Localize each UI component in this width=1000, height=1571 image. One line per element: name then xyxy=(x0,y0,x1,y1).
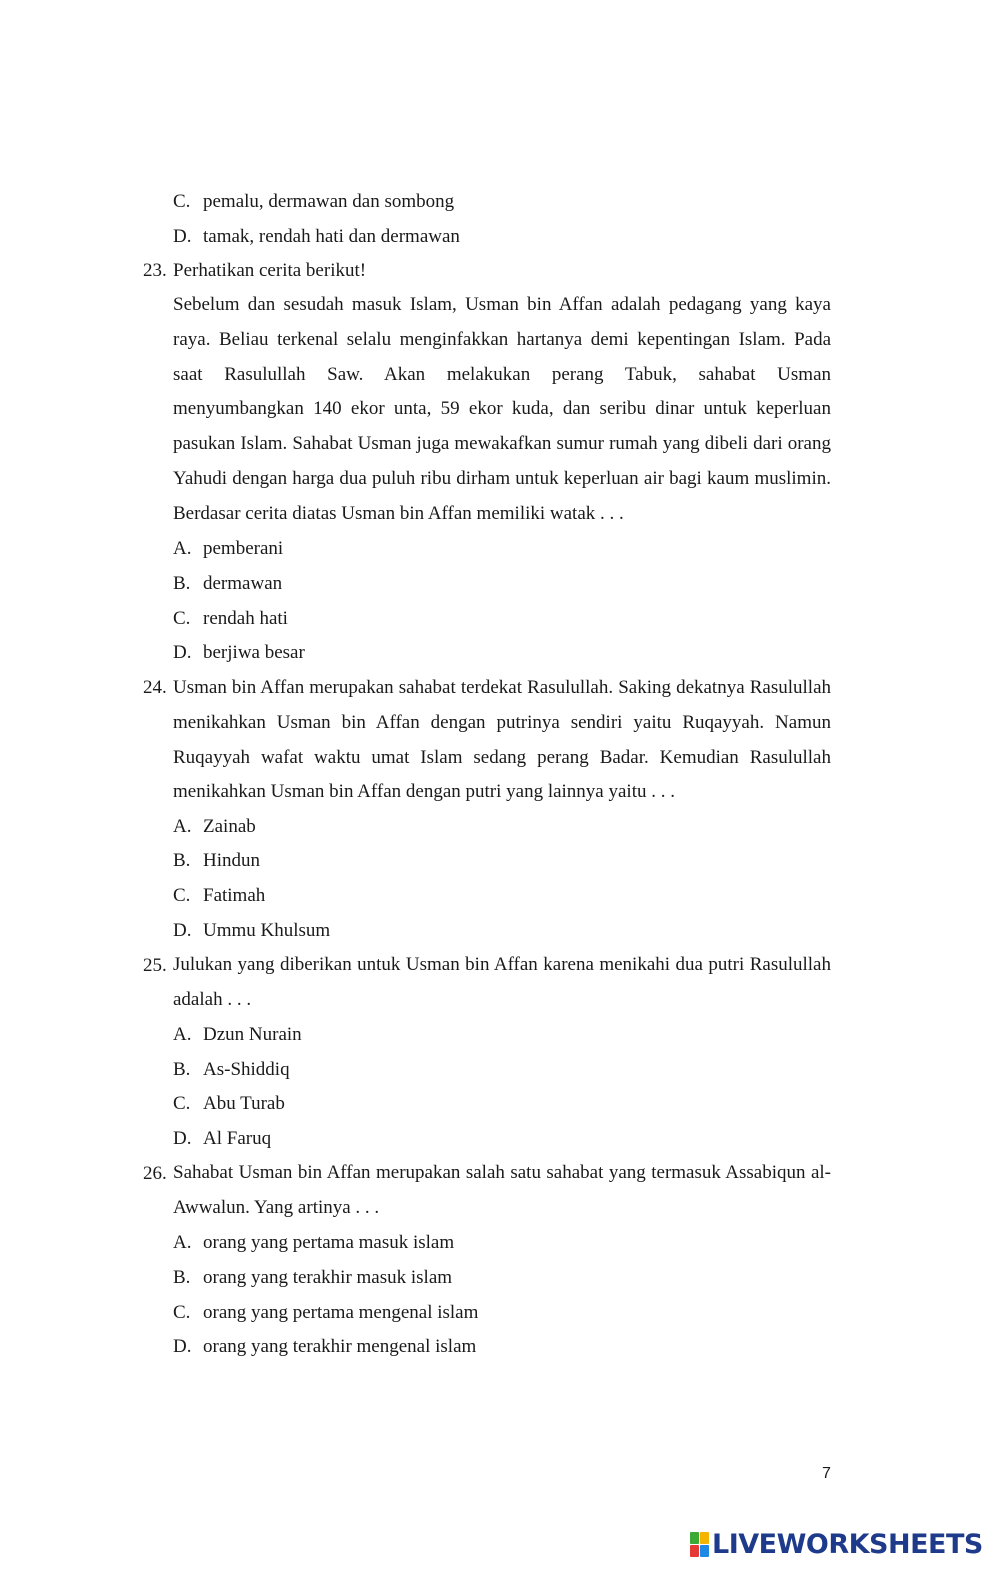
q25-option-a[interactable]: A. Dzun Nurain xyxy=(173,1024,302,1045)
liveworksheets-logo[interactable] xyxy=(690,1528,983,1560)
logo-text: LIVEWORKSHEETS xyxy=(712,1528,983,1560)
q24-option-c[interactable]: C. Fatimah xyxy=(173,885,266,906)
q23-text: Sebelum dan sesudah masuk Islam, Usman bin Affan adalah pedagang yang kaya raya. Beliau terkenal selalu menginfakkan hartanya demi kepentingan Islam. Pada saat Rasulullah Saw. Akan melakukan perang Tabuk, sahabat Usman menyumbangkan 140 ekor unta, 59 ekor kuda, dan seribu dinar untuk keperluan pasukan Islam. Sahabat Usman juga mewakafkan sumur rumah yang dibeli dari orang Yahudi dengan harga dua puluh ribu dirham untuk keperluan air bagi kaum muslimin. Berdasar cerita diatas Usman bin Affan memiliki watak . . . xyxy=(173,294,831,524)
q26-option-a[interactable]: A. orang yang pertama masuk islam xyxy=(173,1232,455,1253)
q25-option-d[interactable]: D. Al Faruq xyxy=(173,1128,272,1149)
q24-option-b[interactable]: B. Hindun xyxy=(173,850,260,871)
liveworksheets-logo-icon xyxy=(690,1532,709,1557)
logo-square-3 xyxy=(690,1545,699,1557)
q24-option-d[interactable]: D. Ummu Khulsum xyxy=(173,920,331,941)
q26-text: Sahabat Usman bin Affan merupakan salah satu sahabat yang termasuk Assabiqun al-Awwalun. Yang artinya . . . xyxy=(173,1162,831,1218)
q25-text: Julukan yang diberikan untuk Usman bin Affan karena menikahi dua putri Rasulullah adalah . . . xyxy=(173,954,831,1010)
q22-option-d[interactable]: D. tamak, rendah hati dan dermawan xyxy=(173,226,460,247)
q24-number: 24. xyxy=(143,677,167,698)
q25-number: 25. xyxy=(143,955,167,976)
q23-option-c[interactable]: C. rendah hati xyxy=(173,608,288,629)
q23-option-a[interactable]: A. pemberani xyxy=(173,538,284,559)
q23-number: 23. xyxy=(143,260,167,281)
q25-option-c[interactable]: C. Abu Turab xyxy=(173,1093,285,1114)
logo-square-4 xyxy=(700,1545,709,1557)
q26-option-c[interactable]: C. orang yang pertama mengenal islam xyxy=(173,1302,479,1323)
q26-number: 26. xyxy=(143,1163,167,1184)
q24-option-a[interactable]: A. Zainab xyxy=(173,816,256,837)
q25-option-b[interactable]: B. As-Shiddiq xyxy=(173,1059,290,1080)
q23-intro: Perhatikan cerita berikut! xyxy=(173,260,367,281)
page-number: 7 xyxy=(822,1465,831,1482)
q22-option-c[interactable]: C. pemalu, dermawan dan sombong xyxy=(173,191,455,212)
q26-option-d[interactable]: D. orang yang terakhir mengenal islam xyxy=(173,1336,477,1357)
q24-text: Usman bin Affan merupakan sahabat terdekat Rasulullah. Saking dekatnya Rasulullah menikahkan Usman bin Affan dengan putrinya sendiri yaitu Ruqayyah. Namun Ruqayyah wafat waktu umat Islam sedang perang Badar. Kemudian Rasulullah menikahkan Usman bin Affan dengan putri yang lainnya yaitu . . . xyxy=(173,677,831,803)
logo-square-1 xyxy=(690,1532,699,1544)
q26-option-b[interactable]: B. orang yang terakhir masuk islam xyxy=(173,1267,453,1288)
q23-option-d[interactable]: D. berjiwa besar xyxy=(173,642,305,663)
logo-square-2 xyxy=(700,1532,709,1544)
q23-option-b[interactable]: B. dermawan xyxy=(173,573,283,594)
